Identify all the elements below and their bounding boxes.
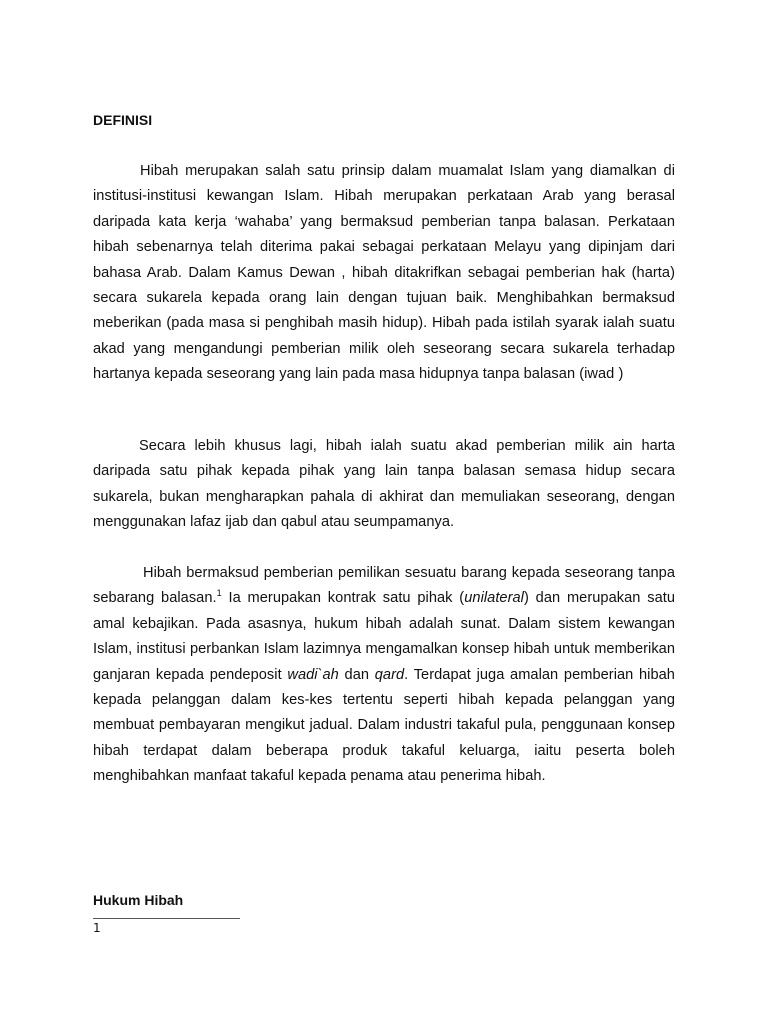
term-wadiah: wadi`ah (287, 666, 339, 683)
paragraph-3-text-c: ) dan merupakan satu amal kebajikan. Pada asasnya, hukum hibah adalah sunat. Dalam sistem kewangan Islam, institusi perbankan Islam lazimnya mengamalkan konsep hibah untuk memberikan ganjaran kepada pendeposit (93, 590, 676, 683)
heading-hukum-hibah: Hukum Hibah (93, 892, 184, 908)
paragraph-1 (93, 159, 675, 388)
heading-definisi: DEFINISI (93, 112, 153, 128)
footnote-reference: 1 (216, 588, 222, 599)
paragraph-1-text: Hibah merupakan salah satu prinsip dalam muamalat Islam yang diamalkan di institusi-institusi kewangan Islam. Hibah merupakan perkataan Arab yang berasal daripada kata kerja ‘wahaba’ yang bermaksud pemberian tanpa balasan. Perkataan hibah sebenarnya telah diterima pakai sebagai perkataan Melayu yang dipinjam dari bahasa Arab. Dalam Kamus Dewan , hibah ditakrifkan sebagai pemberian hak (harta) secara sukarela kepada orang lain dengan tujuan baik. Menghibahkan bermaksud meberikan (pada masa si penghibah masih hidup). Hibah pada istilah syarak ialah suatu akad yang mengandungi pemberian milik oleh seseorang secara sukarela terhadap hartanya kepada seseorang yang lain pada masa hidupnya tanpa balasan (iwad ) (93, 163, 675, 383)
footnote-number: 1 (93, 921, 101, 935)
paragraph-2 (93, 434, 675, 536)
paragraph-3-text-d: dan (338, 666, 375, 683)
paragraph-3 (93, 561, 675, 790)
paragraph-3-text-e: . Terdapat juga amalan pemberian hibah kepada pelanggan dalam kes-kes tertentu seperti hibah kepada pelanggan yang membuat pembayaran mengikut jadual. Dalam industri takaful pula, penggunaan konsep hibah terdapat dalam beberapa produk takaful keluarga, iaitu peserta boleh menghibahkan manfaat takaful kepada penama atau penerima hibah. (93, 666, 675, 785)
paragraph-3-text-b: Ia merupakan kontrak satu pihak ( (221, 590, 465, 607)
paragraph-3-text-a: Hibah bermaksud pemberian pemilikan sesuatu barang kepada seseorang tanpa sebarang balasan. (93, 565, 675, 607)
term-unilateral: unilateral (464, 590, 524, 607)
term-qard: qard (374, 666, 405, 683)
paragraph-2-text: Secara lebih khusus lagi, hibah ialah suatu akad pemberian milik ain harta daripada satu pihak kepada pihak yang lain tanpa balasan semasa hidup secara sukarela, bukan mengharapkan pahala di akhirat dan memuliakan seseorang, dengan menggunakan lafaz ijab dan qabul atau seumpamanya. (93, 438, 675, 531)
footnote-separator (93, 918, 240, 919)
